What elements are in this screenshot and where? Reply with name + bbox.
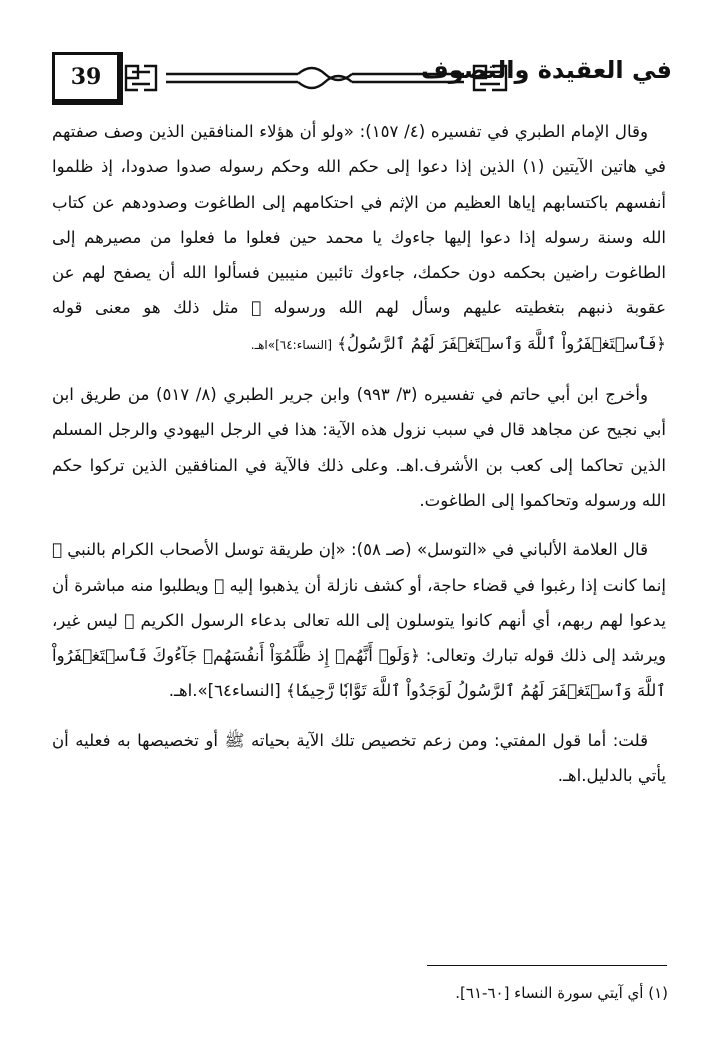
text-line: منيبين فسألوا الله أن يصفح لهم عن عقوبة ذنبهم بتغطيته عليهم وسأل لهم الله ورسوله bbox=[52, 263, 666, 318]
text-line: تخصيصها به فعليه أن يأتي بالدليل.اهـ. bbox=[52, 730, 666, 786]
text-line: لَهُمُ ٱلرَّسُولُ لَوَجَدُواْ ٱللَّهَ تَوَّابٗا رَّحِيمٗا﴾ [النساء٦٤]».اهـ. bbox=[168, 681, 545, 701]
page-number: 39 bbox=[52, 52, 123, 105]
paragraph-qultu bbox=[52, 723, 666, 794]
book-title: في العقيدة والتصوف bbox=[420, 56, 672, 84]
paragraph-ibn-abi-hatim bbox=[52, 377, 666, 518]
text-line: قوله تبارك وتعالى: ﴿وَلَوۡ أَنَّهُمۡ إِذ ظَّلَمُوٓاْ أَنفُسَهُمۡ جَآءُوكَ فَٱسۡتَغۡفَرُواْ ٱللَّهَ وَٱسۡتَغۡفَرَ bbox=[52, 646, 666, 701]
paragraph-tabari bbox=[52, 114, 666, 363]
text-line: فعلوا ما فعلوا من مصيرهم إلى الطاغوت راضين بحكمه دون حكمك، جاءوك تائبين bbox=[52, 227, 666, 283]
text-line: [النساء:٦٤]»اهـ. bbox=[250, 337, 332, 352]
body-text bbox=[52, 114, 666, 793]
text-line: وقال الإمام الطبري في تفسيره (٤/ ١٥٧): «ولو أن هؤلاء المنافقين الذين bbox=[148, 122, 648, 141]
text-line: طريق ابن أبي نجيح عن مجاهد قال في سبب نزول هذه الآية: هذا في الرجل اليهودي bbox=[52, 385, 666, 440]
text-line: قال العلامة الألباني في «التوسل» (صـ ٥٨): «إن طريقة توسل الأصحاب bbox=[159, 540, 649, 560]
text-line: صدودا، إذ ظلموا أنفسهم باكتسابهم إياها العظيم من الإثم في احتكامهم إلى bbox=[52, 157, 666, 212]
text-line: قلت: أما قول المفتي: ومن زعم تخصيص تلك الآية بحياته ﷺ أو bbox=[205, 730, 649, 750]
text-line: الذين تركوا حكم الله ورسوله وتحاكموا إلى الطاغوت. bbox=[52, 455, 666, 510]
footnote-divider bbox=[427, 965, 667, 966]
text-line: يذهبوا إليه ﷺ ويطلبوا منه مباشرة أن يدعوا لهم ربهم، أي أنهم كانوا bbox=[52, 575, 666, 630]
page-header bbox=[52, 52, 672, 106]
text-line: والرجل المسلم الذين تحاكما إلى كعب بن الأشرف.اهـ. وعلى ذلك فالآية في المنافقين bbox=[52, 420, 667, 475]
text-line: يتوسلون إلى الله تعالى بدعاء الرسول الكريم ﷺ ليس غير، ويرشد إلى ذلك bbox=[52, 610, 666, 666]
paragraph-albani bbox=[52, 532, 666, 708]
text-line: الكرام بالنبي ﷺ إنما كانت إذا رغبوا في قضاء حاجة، أو كشف نازلة أن bbox=[52, 540, 667, 595]
text-line: وأخرج ابن أبي حاتم في تفسيره (٣/ ٩٩٣) وابن جرير الطبري (٨/ ٥١٧) من bbox=[127, 385, 648, 405]
text-line: الطاغوت وصدودهم عن كتاب الله وسنة رسوله إذا دعوا إليها جاءوك يا محمد حين bbox=[52, 192, 666, 247]
text-line: ﷺ مثل ذلك هو معنى قوله ﴿فَٱسۡتَغۡفَرُواْ ٱللَّهَ وَٱسۡتَغۡفَرَ لَهُمُ ٱلرَّسُولُ﴾ bbox=[52, 298, 666, 353]
footnote: (١) أي آيتي سورة النساء [٦٠-٦١]. bbox=[455, 984, 668, 1002]
text-line: وصف صفتهم في هاتين الآيتين (١) الذين إذا دعوا إلى حكم الله وحكم رسوله صدوا bbox=[52, 122, 666, 177]
